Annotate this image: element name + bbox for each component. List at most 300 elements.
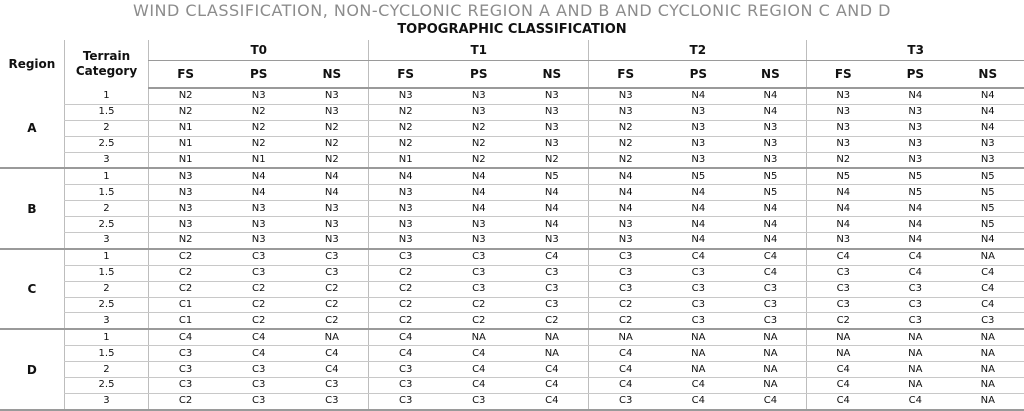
classification-cell: C4 xyxy=(807,362,879,378)
region-label: C xyxy=(0,249,64,329)
classification-cell: C2 xyxy=(222,313,295,329)
classification-cell: C4 xyxy=(589,378,662,394)
classification-cell: N4 xyxy=(662,233,734,249)
classification-cell: C1 xyxy=(149,313,222,329)
classification-cell: N4 xyxy=(662,88,734,104)
classification-cell: C3 xyxy=(589,265,662,281)
classification-cell: NA xyxy=(879,378,951,394)
terrain-category-cell: 1.5 xyxy=(64,265,148,281)
classification-cell: N3 xyxy=(807,136,879,152)
terrain-category-cell: 2 xyxy=(64,281,148,297)
table-row xyxy=(0,313,1024,329)
classification-cell: C3 xyxy=(879,281,951,297)
classification-cell: C3 xyxy=(442,265,515,281)
classification-cell: NA xyxy=(515,329,588,345)
classification-cell: C4 xyxy=(952,265,1024,281)
classification-cell: N4 xyxy=(515,201,588,217)
classification-cell: N3 xyxy=(662,120,734,136)
classification-cell: N4 xyxy=(589,185,662,201)
classification-cell: C3 xyxy=(295,249,368,265)
classification-cell: NA xyxy=(952,378,1024,394)
classification-cell: C3 xyxy=(295,265,368,281)
classification-cell: N4 xyxy=(807,201,879,217)
table-row xyxy=(0,104,1024,120)
classification-cell: N3 xyxy=(734,120,806,136)
classification-cell: N4 xyxy=(734,201,806,217)
classification-cell: N4 xyxy=(952,233,1024,249)
classification-cell: N3 xyxy=(369,217,442,233)
classification-cell: C2 xyxy=(589,297,662,313)
classification-cell: N2 xyxy=(369,136,442,152)
terrain-category-cell: 1.5 xyxy=(64,185,148,201)
classification-cell: C4 xyxy=(807,378,879,394)
wind-classification-table xyxy=(0,40,1024,411)
table-row xyxy=(0,362,1024,378)
terrain-category-cell: 3 xyxy=(64,152,148,168)
classification-cell: N1 xyxy=(149,120,222,136)
classification-cell: N2 xyxy=(589,136,662,152)
table-row xyxy=(0,393,1024,409)
classification-cell: N1 xyxy=(369,152,442,168)
classification-cell: NA xyxy=(879,362,951,378)
classification-cell: N3 xyxy=(662,152,734,168)
classification-cell: C2 xyxy=(222,297,295,313)
classification-cell: N4 xyxy=(222,185,295,201)
classification-cell: N3 xyxy=(515,104,588,120)
classification-cell: N4 xyxy=(734,233,806,249)
classification-cell: N3 xyxy=(149,201,222,217)
classification-cell: N3 xyxy=(589,88,662,104)
classification-cell: C2 xyxy=(369,313,442,329)
classification-cell: N2 xyxy=(222,104,295,120)
terrain-category-cell: 1 xyxy=(64,168,148,184)
classification-cell: C3 xyxy=(442,281,515,297)
classification-cell: N5 xyxy=(734,185,806,201)
classification-cell: C2 xyxy=(295,313,368,329)
terrain-category-cell: 3 xyxy=(64,313,148,329)
classification-cell: N3 xyxy=(295,217,368,233)
classification-cell: NA xyxy=(879,346,951,362)
classification-cell: NA xyxy=(734,378,806,394)
classification-cell: N3 xyxy=(442,104,515,120)
classification-cell: N3 xyxy=(222,201,295,217)
classification-cell: NA xyxy=(952,329,1024,345)
classification-cell: N3 xyxy=(515,120,588,136)
subcol-header-ns: NS xyxy=(952,61,1024,89)
classification-cell: NA xyxy=(515,346,588,362)
classification-cell: N3 xyxy=(952,136,1024,152)
classification-cell: N2 xyxy=(807,152,879,168)
terrain-category-cell: 1 xyxy=(64,88,148,104)
classification-cell: NA xyxy=(662,346,734,362)
classification-cell: N4 xyxy=(879,88,951,104)
classification-cell: C3 xyxy=(369,378,442,394)
classification-cell: C3 xyxy=(515,281,588,297)
classification-cell: N4 xyxy=(442,201,515,217)
classification-cell: N2 xyxy=(442,152,515,168)
classification-cell: N3 xyxy=(369,201,442,217)
classification-cell: C3 xyxy=(515,297,588,313)
terrain-category-cell: 2 xyxy=(64,362,148,378)
classification-cell: C2 xyxy=(369,265,442,281)
classification-cell: N5 xyxy=(515,168,588,184)
table-row xyxy=(0,201,1024,217)
classification-cell: C4 xyxy=(442,362,515,378)
classification-cell: N5 xyxy=(952,217,1024,233)
classification-cell: N4 xyxy=(734,88,806,104)
classification-cell: N2 xyxy=(222,136,295,152)
table-row xyxy=(0,297,1024,313)
region-label: B xyxy=(0,168,64,248)
classification-cell: N4 xyxy=(589,201,662,217)
classification-cell: N4 xyxy=(952,120,1024,136)
classification-cell: N4 xyxy=(442,185,515,201)
classification-cell: N3 xyxy=(807,120,879,136)
classification-cell: C3 xyxy=(662,297,734,313)
terrain-category-cell: 1 xyxy=(64,249,148,265)
classification-cell: N2 xyxy=(515,152,588,168)
classification-cell: N3 xyxy=(295,104,368,120)
subcol-header-fs: FS xyxy=(149,61,222,89)
classification-cell: N3 xyxy=(515,88,588,104)
terrain-category-label: Terrain Category xyxy=(75,49,138,78)
classification-cell: NA xyxy=(952,249,1024,265)
group-header-t3: T3 xyxy=(807,40,1024,61)
classification-cell: C3 xyxy=(589,249,662,265)
classification-cell: C3 xyxy=(222,362,295,378)
classification-cell: C3 xyxy=(222,249,295,265)
page-title: WIND CLASSIFICATION, NON-CYCLONIC REGION A AND B AND CYCLONIC REGION C AND D xyxy=(133,1,891,20)
classification-cell: C3 xyxy=(149,362,222,378)
classification-cell: N3 xyxy=(952,152,1024,168)
classification-cell: C4 xyxy=(662,378,734,394)
region-header: Region xyxy=(8,57,56,71)
table-row xyxy=(0,281,1024,297)
classification-cell: N3 xyxy=(442,217,515,233)
classification-cell: C2 xyxy=(295,297,368,313)
classification-cell: C4 xyxy=(879,265,951,281)
classification-cell: NA xyxy=(589,329,662,345)
classification-cell: NA xyxy=(807,346,879,362)
classification-cell: N3 xyxy=(515,233,588,249)
classification-cell: C2 xyxy=(442,313,515,329)
classification-cell: C4 xyxy=(807,393,879,409)
classification-cell: N3 xyxy=(222,217,295,233)
classification-cell: N3 xyxy=(149,217,222,233)
classification-cell: C3 xyxy=(149,378,222,394)
subcol-header-ps: PS xyxy=(879,61,951,89)
classification-cell: N4 xyxy=(662,201,734,217)
classification-cell: C3 xyxy=(369,249,442,265)
classification-cell: N3 xyxy=(589,104,662,120)
classification-cell: N4 xyxy=(295,185,368,201)
classification-cell: C3 xyxy=(222,265,295,281)
classification-cell: N1 xyxy=(149,136,222,152)
classification-cell: N4 xyxy=(734,104,806,120)
classification-cell: N4 xyxy=(807,217,879,233)
classification-cell: N4 xyxy=(879,233,951,249)
classification-cell: N4 xyxy=(589,168,662,184)
classification-cell: N4 xyxy=(515,217,588,233)
classification-cell: C3 xyxy=(295,378,368,394)
classification-cell: C3 xyxy=(662,281,734,297)
table-row xyxy=(0,249,1024,265)
classification-cell: N3 xyxy=(295,88,368,104)
classification-cell: N2 xyxy=(149,233,222,249)
classification-cell: NA xyxy=(879,329,951,345)
classification-cell: N2 xyxy=(589,152,662,168)
classification-cell: N4 xyxy=(879,217,951,233)
classification-cell: C4 xyxy=(222,346,295,362)
page-subtitle: TOPOGRAPHIC CLASSIFICATION xyxy=(397,22,627,37)
classification-cell: C4 xyxy=(734,393,806,409)
group-header-t2: T2 xyxy=(589,40,807,61)
classification-cell: C4 xyxy=(149,329,222,345)
classification-cell: C2 xyxy=(222,281,295,297)
classification-cell: C4 xyxy=(879,249,951,265)
classification-cell: C2 xyxy=(807,313,879,329)
terrain-category-cell: 1.5 xyxy=(64,346,148,362)
terrain-category-cell: 2 xyxy=(64,120,148,136)
classification-cell: N3 xyxy=(149,185,222,201)
classification-cell: C4 xyxy=(662,393,734,409)
classification-cell: C2 xyxy=(369,297,442,313)
table-row xyxy=(0,152,1024,168)
classification-cell: N4 xyxy=(442,168,515,184)
classification-cell: N3 xyxy=(589,217,662,233)
classification-cell: N3 xyxy=(807,88,879,104)
classification-cell: C4 xyxy=(442,378,515,394)
classification-cell: N3 xyxy=(295,201,368,217)
classification-cell: C4 xyxy=(369,329,442,345)
classification-cell: N3 xyxy=(369,185,442,201)
classification-cell: NA xyxy=(952,362,1024,378)
classification-cell: C1 xyxy=(149,297,222,313)
classification-cell: NA xyxy=(734,346,806,362)
subcol-header-ns: NS xyxy=(295,61,368,89)
classification-cell: N2 xyxy=(369,104,442,120)
subcol-header-fs: FS xyxy=(369,61,442,89)
classification-cell: C4 xyxy=(952,297,1024,313)
classification-cell: N4 xyxy=(662,185,734,201)
terrain-category-cell: 1 xyxy=(64,329,148,345)
subcol-header-ps: PS xyxy=(442,61,515,89)
classification-cell: N5 xyxy=(807,168,879,184)
group-header-t1: T1 xyxy=(369,40,589,61)
subcol-header-fs: FS xyxy=(589,61,662,89)
classification-cell: N5 xyxy=(879,185,951,201)
classification-cell: N3 xyxy=(369,233,442,249)
terrain-category-cell: 3 xyxy=(64,393,148,409)
classification-cell: NA xyxy=(662,362,734,378)
classification-cell: N2 xyxy=(295,136,368,152)
classification-cell: N3 xyxy=(807,104,879,120)
classification-cell: NA xyxy=(662,329,734,345)
classification-cell: NA xyxy=(734,329,806,345)
classification-cell: NA xyxy=(442,329,515,345)
table-row xyxy=(0,378,1024,394)
classification-cell: C4 xyxy=(589,346,662,362)
classification-cell: C4 xyxy=(662,249,734,265)
terrain-category-cell: 2 xyxy=(64,201,148,217)
classification-cell: N3 xyxy=(879,120,951,136)
classification-cell: N3 xyxy=(879,104,951,120)
classification-cell: NA xyxy=(807,329,879,345)
classification-cell: N3 xyxy=(589,233,662,249)
classification-cell: C3 xyxy=(442,249,515,265)
classification-cell: C3 xyxy=(734,281,806,297)
classification-cell: C3 xyxy=(222,378,295,394)
group-header-t0: T0 xyxy=(149,40,369,61)
classification-cell: N5 xyxy=(952,201,1024,217)
terrain-category-cell: 2.5 xyxy=(64,217,148,233)
classification-cell: N4 xyxy=(807,185,879,201)
classification-cell: N3 xyxy=(879,152,951,168)
table-row xyxy=(0,329,1024,345)
table-row xyxy=(0,88,1024,104)
classification-cell: C3 xyxy=(807,297,879,313)
classification-cell: N3 xyxy=(734,152,806,168)
classification-cell: C3 xyxy=(807,265,879,281)
classification-cell: C3 xyxy=(222,393,295,409)
classification-cell: C3 xyxy=(149,346,222,362)
terrain-category-cell: 1.5 xyxy=(64,104,148,120)
classification-cell: N2 xyxy=(295,120,368,136)
table-row xyxy=(0,346,1024,362)
table-row xyxy=(0,185,1024,201)
classification-cell: C2 xyxy=(515,313,588,329)
classification-cell: C4 xyxy=(515,378,588,394)
classification-cell: C4 xyxy=(442,346,515,362)
classification-cell: C4 xyxy=(295,346,368,362)
classification-cell: C4 xyxy=(295,362,368,378)
classification-cell: N2 xyxy=(149,88,222,104)
terrain-category-cell: 2.5 xyxy=(64,297,148,313)
classification-cell: C2 xyxy=(149,281,222,297)
classification-cell: N2 xyxy=(589,120,662,136)
classification-cell: N3 xyxy=(442,233,515,249)
classification-cell: N2 xyxy=(442,136,515,152)
classification-cell: N2 xyxy=(369,120,442,136)
classification-cell: C4 xyxy=(807,249,879,265)
table-row xyxy=(0,168,1024,184)
classification-cell: N3 xyxy=(222,88,295,104)
classification-cell: C2 xyxy=(149,265,222,281)
classification-cell: N4 xyxy=(662,217,734,233)
classification-cell: C2 xyxy=(149,393,222,409)
classification-cell: C4 xyxy=(879,393,951,409)
subcol-header-ns: NS xyxy=(734,61,806,89)
classification-cell: C3 xyxy=(952,313,1024,329)
classification-cell: N4 xyxy=(952,88,1024,104)
classification-cell: C4 xyxy=(734,265,806,281)
table-row xyxy=(0,120,1024,136)
classification-cell: N3 xyxy=(879,136,951,152)
classification-cell: N5 xyxy=(952,185,1024,201)
terrain-category-cell: 2.5 xyxy=(64,378,148,394)
classification-cell: N3 xyxy=(295,233,368,249)
classification-cell: C3 xyxy=(879,313,951,329)
classification-cell: C3 xyxy=(369,362,442,378)
table-row xyxy=(0,233,1024,249)
classification-cell: C4 xyxy=(515,393,588,409)
table-row xyxy=(0,136,1024,152)
classification-cell: C3 xyxy=(589,393,662,409)
classification-cell: N5 xyxy=(879,168,951,184)
classification-cell: NA xyxy=(952,346,1024,362)
classification-cell: NA xyxy=(952,393,1024,409)
classification-cell: C3 xyxy=(879,297,951,313)
classification-cell: N5 xyxy=(662,168,734,184)
classification-cell: N3 xyxy=(515,136,588,152)
classification-cell: C2 xyxy=(442,297,515,313)
classification-cell: N1 xyxy=(149,152,222,168)
classification-cell: N3 xyxy=(662,136,734,152)
classification-cell: C4 xyxy=(369,346,442,362)
classification-cell: N3 xyxy=(442,88,515,104)
classification-cell: N2 xyxy=(295,152,368,168)
classification-cell: NA xyxy=(295,329,368,345)
classification-cell: N3 xyxy=(222,233,295,249)
region-label: A xyxy=(0,88,64,168)
classification-cell: C2 xyxy=(295,281,368,297)
classification-cell: N2 xyxy=(442,120,515,136)
classification-cell: N4 xyxy=(515,185,588,201)
region-label: D xyxy=(0,329,64,409)
table-row xyxy=(0,217,1024,233)
subcol-header-ps: PS xyxy=(662,61,734,89)
classification-cell: C3 xyxy=(662,313,734,329)
classification-cell: N2 xyxy=(222,120,295,136)
classification-cell: N4 xyxy=(734,217,806,233)
classification-cell: C3 xyxy=(442,393,515,409)
classification-cell: C2 xyxy=(589,313,662,329)
classification-cell: C3 xyxy=(807,281,879,297)
classification-cell: C4 xyxy=(952,281,1024,297)
classification-cell: C4 xyxy=(734,249,806,265)
classification-cell: C3 xyxy=(369,393,442,409)
classification-cell: N4 xyxy=(222,168,295,184)
classification-cell: C3 xyxy=(662,265,734,281)
subcol-header-fs: FS xyxy=(807,61,879,89)
classification-cell: C3 xyxy=(734,297,806,313)
classification-cell: C3 xyxy=(734,313,806,329)
classification-cell: N3 xyxy=(807,233,879,249)
classification-cell: N1 xyxy=(222,152,295,168)
classification-cell: N4 xyxy=(295,168,368,184)
classification-cell: C4 xyxy=(515,362,588,378)
classification-cell: C3 xyxy=(515,265,588,281)
classification-cell: N2 xyxy=(149,104,222,120)
classification-cell: C3 xyxy=(295,393,368,409)
classification-cell: N3 xyxy=(369,88,442,104)
classification-cell: N5 xyxy=(734,168,806,184)
classification-cell: N4 xyxy=(879,201,951,217)
terrain-category-header xyxy=(64,40,148,88)
classification-cell: N4 xyxy=(369,168,442,184)
classification-cell: C2 xyxy=(149,249,222,265)
classification-cell: NA xyxy=(734,362,806,378)
classification-cell: C3 xyxy=(589,281,662,297)
table-row xyxy=(0,265,1024,281)
classification-cell: N5 xyxy=(952,168,1024,184)
terrain-category-cell: 3 xyxy=(64,233,148,249)
subcol-header-ns: NS xyxy=(515,61,588,89)
classification-cell: C4 xyxy=(222,329,295,345)
classification-cell: N4 xyxy=(952,104,1024,120)
classification-cell: C2 xyxy=(369,281,442,297)
classification-cell: N3 xyxy=(662,104,734,120)
